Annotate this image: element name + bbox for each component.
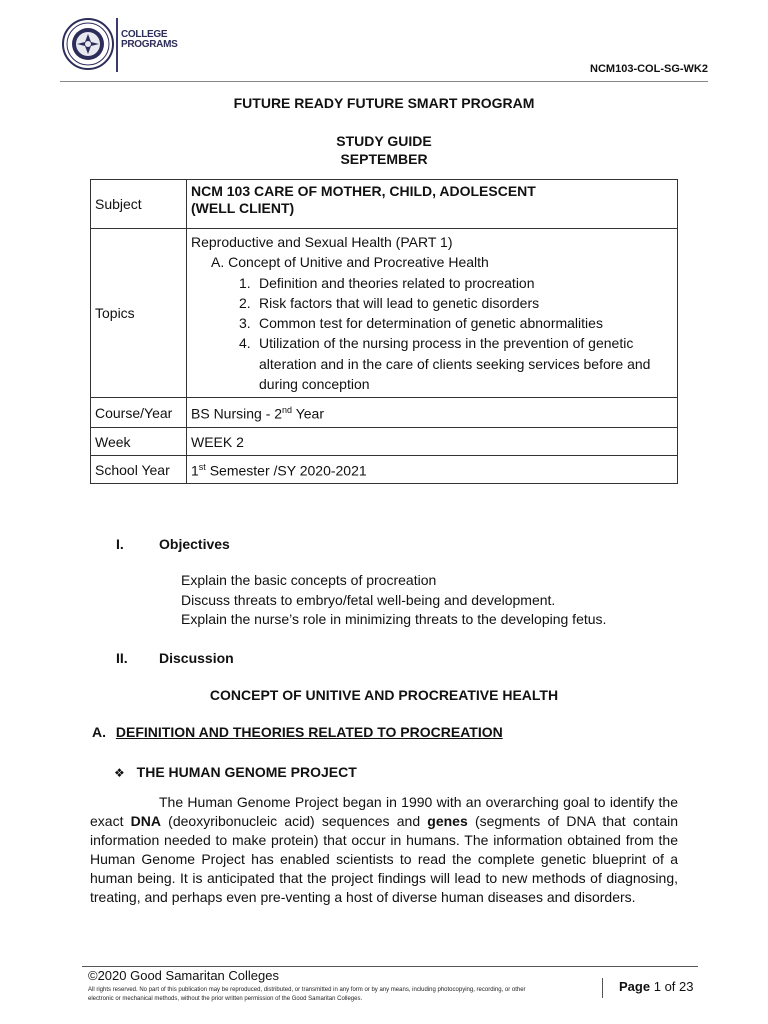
list-item <box>191 313 673 333</box>
topics-value <box>187 229 678 398</box>
para-text-3: (segments of DNA that contain information needed to make protein) that occur in humans. The information obtained from the Human Genome Project has enabled scientists to read the complete genetic blueprint of a human being. It is anticipated that the project findings will lead to new methods of diagnosing, treating, and perhaps even pre-venting a host of diverse human diseases and disorders. <box>90 813 679 905</box>
objectives-heading: Objectives <box>159 536 230 552</box>
college-seal-icon <box>62 18 114 70</box>
table-row-week <box>91 428 678 456</box>
section-a-heading <box>92 724 503 740</box>
logo-line-2: PROGRAMS <box>121 39 178 50</box>
para-text-2: (deoxyribonucleic acid) sequences and <box>161 813 428 829</box>
course-value-suffix: Year <box>292 405 324 422</box>
footer-divider <box>602 978 603 998</box>
topics-title: Reproductive and Sexual Health (PART 1) <box>191 234 453 250</box>
list-number: 1. <box>239 274 251 291</box>
program-title: FUTURE READY FUTURE SMART PROGRAM <box>233 95 535 111</box>
list-text: Common test for determination of genetic abnormalities <box>259 315 603 332</box>
table-row-school-year <box>91 456 678 484</box>
course-value <box>187 398 678 428</box>
list-text: Utilization of the nursing process in the prevention of genetic alteration and in the care of clients seeking services before and during conception <box>259 335 651 393</box>
list-item <box>191 333 673 394</box>
section-title: DEFINITION AND THEORIES RELATED TO PROCREATION <box>115 724 503 740</box>
subject-line-2: (WELL CLIENT) <box>191 200 295 216</box>
para-text-1: The Human Genome Project began in 1990 with an overarching goal to identify the exact <box>90 794 678 829</box>
table-row-course <box>91 398 678 428</box>
para-bold-dna: DNA <box>130 813 161 829</box>
footer-rights-notice: All rights reserved. No part of this publication may be reproduced, distributed, or transmitted in any form or by any means, including photocopying, recording, or other electronic or mechanical methods, without the prior written permission of the Good Samaritan Colleges. <box>88 987 526 1002</box>
school-year-sup: st <box>198 461 206 472</box>
list-item <box>191 293 673 313</box>
topics-label: Topics <box>91 229 187 398</box>
objectives-numeral: I. <box>116 536 124 552</box>
topic-a: A. Concept of Unitive and Procreative Health <box>211 254 489 271</box>
footer-copyright: ©2020 Good Samaritan Colleges <box>88 968 279 983</box>
list-item: Explain the basic concepts of procreation <box>181 572 437 588</box>
week-label: Week <box>91 428 187 456</box>
course-value-sup: nd <box>282 404 293 415</box>
table-row-topics <box>91 229 678 398</box>
course-info-table <box>90 179 678 484</box>
header-rule <box>60 81 708 82</box>
list-text: Definition and theories related to procreation <box>259 274 535 291</box>
month-title: SEPTEMBER <box>340 151 428 167</box>
discussion-numeral: II. <box>116 650 128 666</box>
list-item <box>191 273 673 293</box>
page-current: 1 <box>653 979 661 994</box>
bullet-heading <box>114 764 357 780</box>
study-guide-title: STUDY GUIDE <box>336 133 432 149</box>
list-item: Explain the nurse’s role in minimizing threats to the developing fetus. <box>181 611 607 627</box>
logo-divider <box>116 18 118 72</box>
school-year-text: 1 <box>191 462 199 479</box>
list-item: Discuss threats to embryo/fetal well-being and development. <box>181 591 556 608</box>
concept-title: CONCEPT OF UNITIVE AND PROCREATIVE HEALTH <box>209 687 559 703</box>
document-code: NCM103-COL-SG-WK2 <box>590 63 708 75</box>
course-label: Course/Year <box>91 398 187 428</box>
subject-value <box>187 180 678 229</box>
table-row-subject <box>91 180 678 229</box>
school-year-value <box>187 456 678 484</box>
genome-paragraph <box>90 793 678 907</box>
list-number: 2. <box>239 294 251 311</box>
para-bold-genes: genes <box>427 813 468 829</box>
school-year-label: School Year <box>91 456 187 484</box>
discussion-heading: Discussion <box>159 650 234 666</box>
school-year-suffix: Semester /SY 2020-2021 <box>205 462 367 479</box>
page-header <box>0 0 768 90</box>
bullet-title: THE HUMAN GENOME PROJECT <box>136 764 357 780</box>
diamond-bullet-icon: ❖ <box>114 766 125 780</box>
page-label: Page <box>619 979 651 994</box>
topic-list <box>191 273 673 395</box>
footer-rule <box>82 966 698 967</box>
list-number: 4. <box>239 335 251 352</box>
page-total: of 23 <box>664 979 694 994</box>
subject-line-1: NCM 103 CARE OF MOTHER, CHILD, ADOLESCENT <box>191 183 536 199</box>
list-text: Risk factors that will lead to genetic disorders <box>259 294 540 311</box>
logo-wordmark <box>121 30 178 50</box>
page-number <box>619 979 693 994</box>
logo-line-1: COLLEGE <box>121 29 168 40</box>
section-letter: A. <box>92 724 106 740</box>
list-number: 3. <box>239 315 251 332</box>
course-value-text: BS Nursing - 2 <box>191 405 283 422</box>
objectives-list <box>181 571 606 630</box>
subject-label: Subject <box>91 180 187 229</box>
week-value: WEEK 2 <box>187 428 678 456</box>
